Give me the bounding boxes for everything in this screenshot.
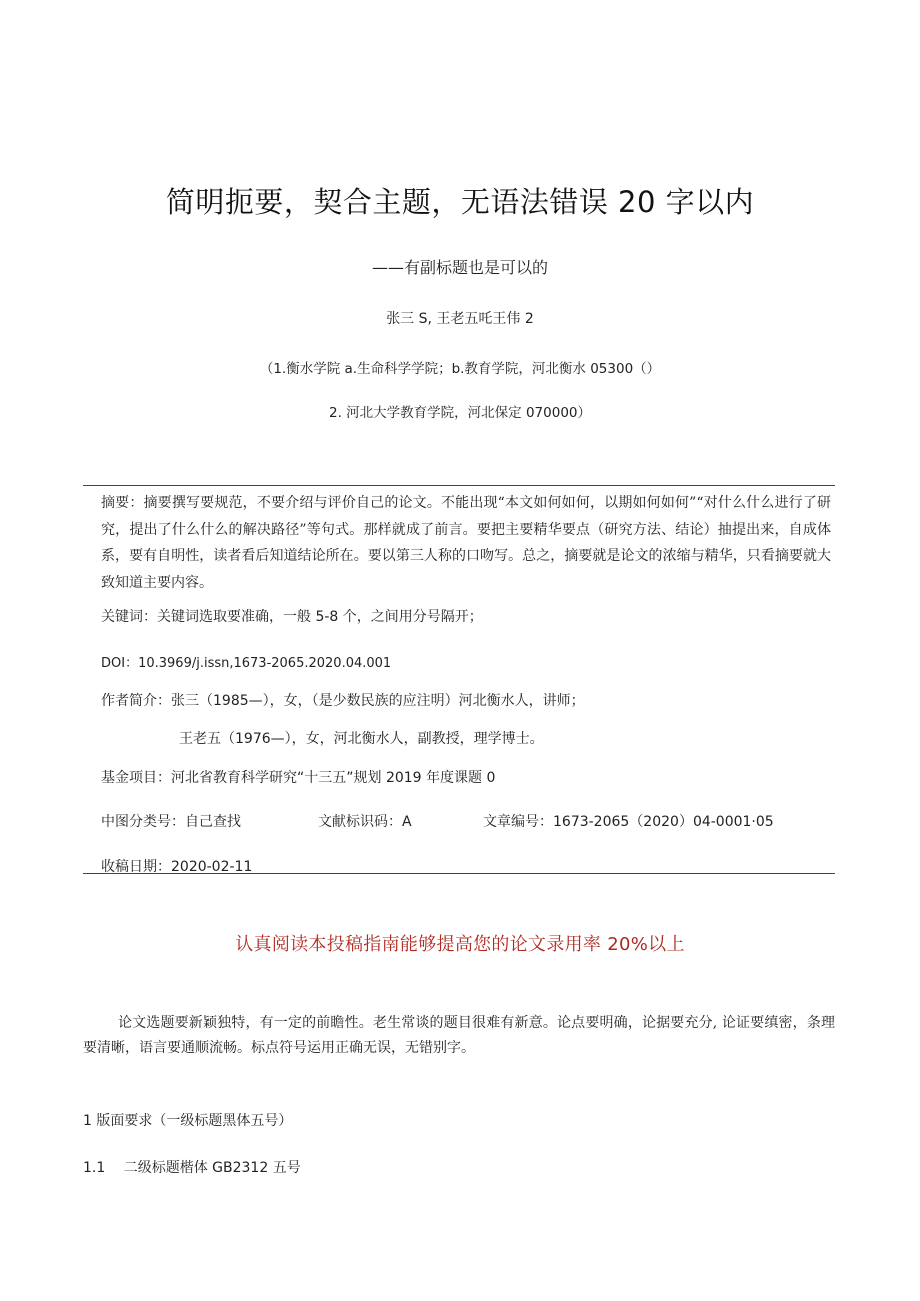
author-list: 张三 S, 王老五吒王伟 2 (386, 311, 534, 327)
author-bio-1: 作者简介：张三（1985—），女，（是少数民族的应注明）河北衡水人，讲师； (101, 693, 585, 709)
paper-subtitle: ——有副标题也是可以的 (371, 258, 548, 277)
clc-number: 中图分类号：自己查找 (101, 814, 241, 830)
affiliation-2: 2. 河北大学教育学院，河北保定 070000） (329, 405, 591, 421)
paper-title: 简明扼要，契合主题，无语法错误 20 字以内 (165, 185, 755, 219)
received-date: 收稿日期：2020-02-11 (101, 859, 253, 875)
author-bio-2: 王老五（1976—），女，河北衡水人，副教授，理学博士。 (179, 731, 544, 747)
document-code: 文献标识码：A (318, 814, 412, 830)
section-heading-1-1: 1.1 二级标题楷体 GB2312 五号 (83, 1160, 301, 1176)
body-paragraph: 论文选题要新颖独特，有一定的前瞻性。老生常谈的题目很难有新意。论点要明确，论据要充分, 论证要缜密，条理要清晰，语言要通顺流畅。标点符号运用正确无误，无错别字。 (83, 1015, 835, 1056)
article-number: 文章编号：1673-2065（2020）04-0001·05 (483, 814, 774, 830)
affiliation-1: （1.衡水学院 a.生命科学学院；b.教育学院，河北衡水 05300（） (259, 361, 661, 377)
doi: DOI：10.3969/j.issn,1673-2065.2020.04.001 (101, 656, 392, 671)
submission-notice: 认真阅读本投稿指南能够提高您的论文录用率 20%以上 (235, 934, 685, 955)
fund-project: 基金项目：河北省教育科学研究“十三五”规划 2019 年度课题 0 (101, 770, 496, 786)
front-matter-top-rule (83, 485, 835, 486)
keywords: 关键词：关键词选取要准确，一般 5-8 个，之间用分号隔开； (101, 609, 483, 625)
front-matter-bottom-rule (83, 873, 835, 874)
abstract: 摘要：摘要撰写要规范，不要介绍与评价自己的论文。不能出现“本文如何如何，以期如何如何”“对什么什么进行了研究，提出了什么什么的解决路径”等句式。那样就成了前言。要把主要精华要点（研究方法、结论）抽提出来，自成体系，要有自明性，读者看后知道结论所在。要以第三人称的口吻写。总之，摘要就是论文的浓缩与精华，只看摘要就大致知道主要内容。 (101, 495, 831, 591)
section-heading-1: 1 版面要求（一级标题黑体五号） (83, 1113, 293, 1129)
